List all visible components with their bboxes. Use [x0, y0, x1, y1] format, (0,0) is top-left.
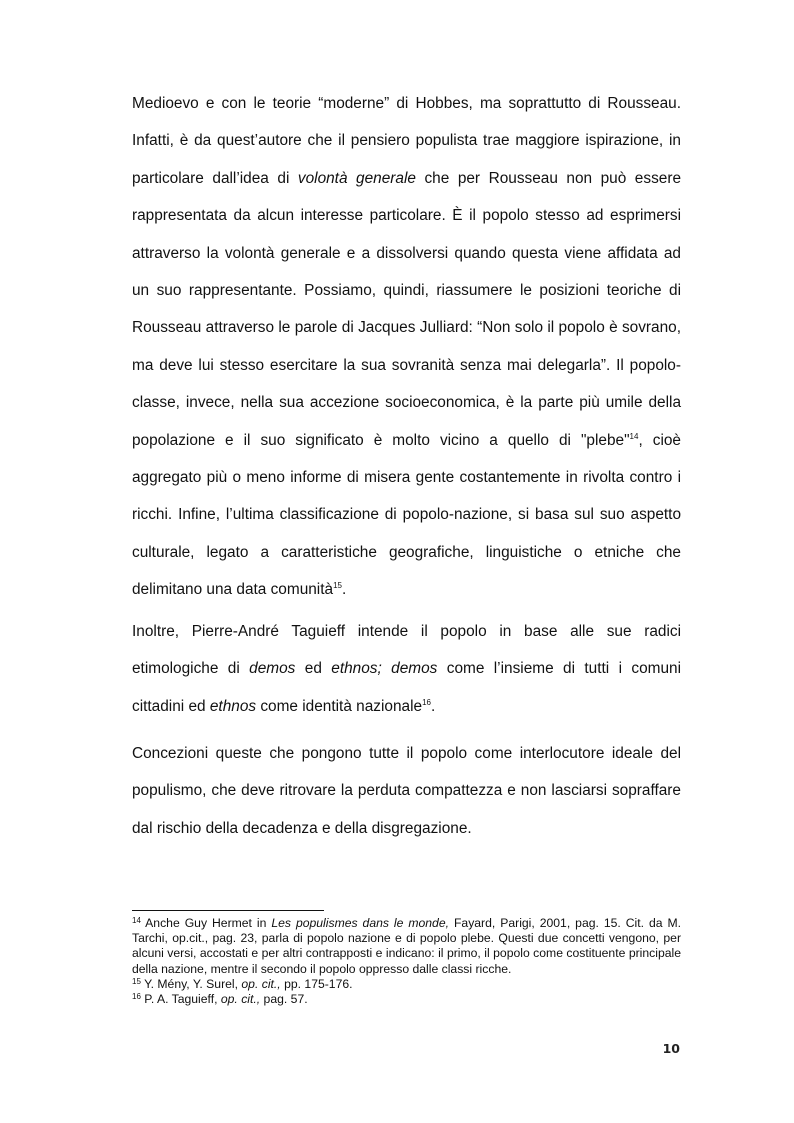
paragraph-3-text: Concezioni queste che pongono tutte il popolo come interlocutore ideale del populismo, che deve ritrovare la perduta compattezza e non lasciarsi sopraffare dal rischio della decadenza e della disgregazione. [132, 745, 681, 837]
paragraph-1-text: che per Rousseau non può essere rappresentata da alcun interesse particolare. È il popolo stesso ad esprimersi attraverso la volontà generale e a dissolversi quando questa viene affidata ad un suo rappresentante. Possiamo, quindi, riassumere le posizioni teoriche di Rousseau attraverso le parole di Jacques Julliard: “Non solo il popolo è sovrano, ma deve lui stesso esercitare la sua sovranità senza mai delegarla”. Il popolo-classe, invece, nella sua accezione socioeconomica, è la parte più umile della popolazione e il suo significato è molto vicino a quello di "plebe" [132, 169, 682, 449]
footnote-text: pag. 57. [260, 992, 308, 1007]
footnote-text: Y. Mény, Y. Surel, [140, 976, 242, 991]
footnote-text: Fayard, Parigi, 2001, pag. 15. Cit. da M. Tarchi, op.cit., pag. 23, parla di popolo nazione e di popolo plebe. Questi due concetti vengono, per alcuni versi, accostati e per altri contrapposti e indicano: il primo, il popolo come costituente principale della nazione, mentre il secondo il popolo oppresso dalle classi ricche. [132, 916, 682, 976]
footnote-text: pp. 175-176. [280, 976, 353, 991]
footnote-text: Anche Guy Hermet in [140, 916, 272, 930]
footnote-14 [132, 916, 681, 977]
body-paragraph-2 [132, 613, 681, 725]
footnote-ref-15: 15 [333, 581, 342, 591]
paragraph-1-italic-term: volontà generale [297, 169, 416, 187]
footnote-text: P. A. Taguieff, [140, 992, 221, 1007]
footnote-15 [132, 977, 681, 992]
paragraph-2-text: ed [295, 660, 332, 678]
footnote-italic-title: Les populismes dans le monde, [271, 916, 450, 930]
paragraph-1-text: . [341, 581, 347, 599]
footnote-number: 15 [132, 976, 141, 986]
paragraph-1-text: , cioè aggregato più o meno informe di misera gente costantemente in rivolta contro i ricchi. Infine, l’ultima classificazione di popolo-nazione, si basa sul suo aspetto culturale, legato a caratteristiche geografiche, linguistiche o etniche che delimitano una data comunità [132, 431, 681, 599]
paragraph-2-text: Inoltre, Pierre-André Taguieff intende il popolo in base alle sue radici etimologiche di [132, 623, 681, 678]
paragraph-2-text: . [430, 697, 436, 715]
body-paragraph-3 [132, 735, 681, 847]
paragraph-2-italic-term: ethnos; demos [331, 660, 438, 678]
paragraph-2-italic-term: demos [249, 660, 296, 678]
footnote-italic-title: op. cit., [220, 992, 261, 1007]
footnote-number: 16 [132, 992, 141, 1002]
paragraph-2-text: come l’insieme di tutti i comuni cittadini ed [132, 660, 682, 715]
paragraph-2-italic-term: ethnos [209, 697, 257, 715]
footnote-number: 14 [132, 916, 141, 925]
paragraph-2-text: come identità nazionale [256, 697, 423, 715]
footnote-italic-title: op. cit., [241, 976, 281, 991]
paragraph-1-text: Medioevo e con le teorie “moderne” di Hobbes, ma soprattutto di Rousseau. Infatti, è da quest’autore che il pensiero populista trae maggiore ispirazione, in particolare dall’idea di [132, 95, 681, 187]
body-paragraph-1 [132, 85, 681, 609]
footnote-ref-14: 14 [629, 431, 639, 441]
footnote-16 [132, 992, 681, 1007]
footnotes-section [132, 916, 681, 1007]
page-number: 10 [662, 1041, 680, 1056]
footnote-separator [132, 910, 324, 911]
footnote-ref-16: 16 [422, 697, 431, 707]
